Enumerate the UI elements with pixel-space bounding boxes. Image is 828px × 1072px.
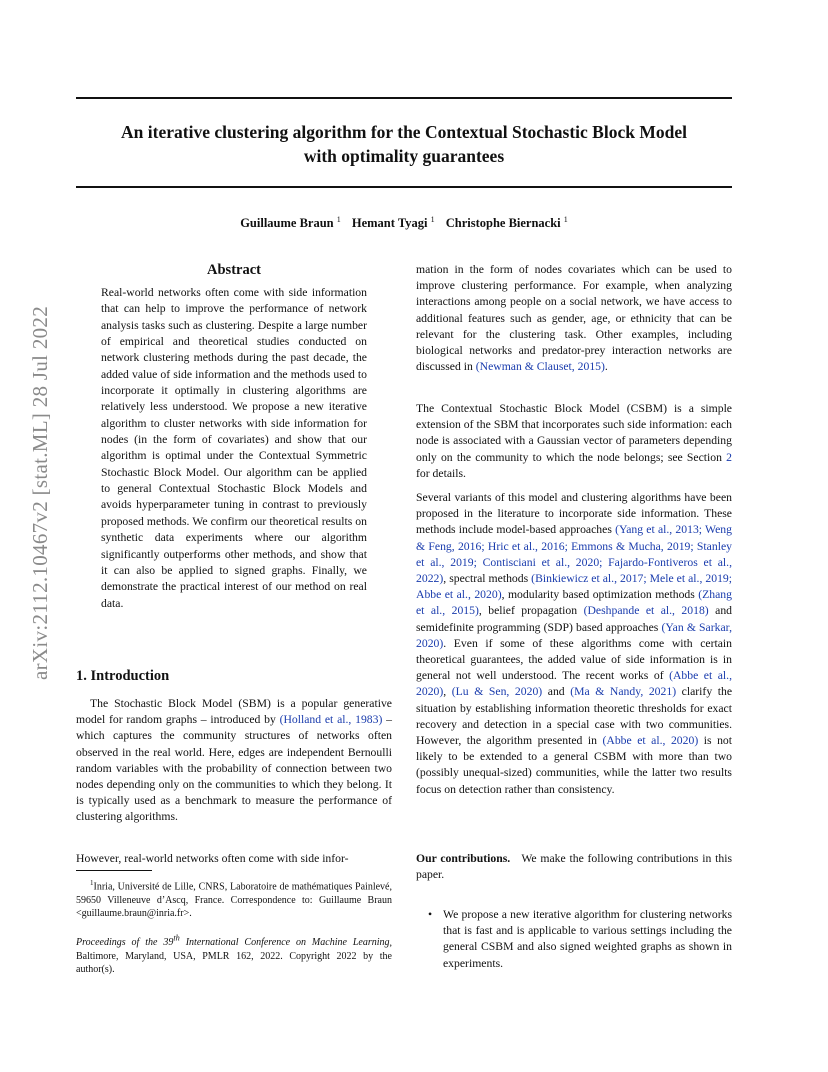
intro-paragraph-1 [76, 696, 392, 826]
body-text: We make the following contributions in this paper. [416, 852, 735, 882]
right-paragraph-2 [416, 401, 732, 482]
body-text: for details. [416, 466, 466, 480]
citation-link[interactable]: (Holland et al., 1983) [279, 713, 383, 727]
body-text: , spectral methods [443, 572, 532, 586]
body-text: . [604, 360, 608, 374]
top-rule [76, 97, 732, 99]
citation-link[interactable]: (Yang et al., 2013; Weng & Feng, 2016; Hric et al., 2016; Emmons & Mucha, 2019; Stanley et al., 2019; Contisciani et al., 2020; Fajardo-Fontiveros et al., 2022) [416, 523, 732, 586]
citation-link[interactable]: (Deshpande et al., 2018) [583, 604, 709, 618]
author-name: Christophe Biernacki [445, 216, 561, 231]
title-line-2: with optimality guarantees [303, 146, 505, 166]
author-name: Hemant Tyagi [351, 216, 428, 231]
body-text: Several variants of this model and clustering algorithms have been proposed in the literature to incorporate side information. These methods include model-based approaches [416, 491, 732, 537]
abstract-heading: Abstract [207, 262, 261, 278]
citation-link[interactable]: (Zhang et al., 2015) [416, 588, 732, 618]
affiliation-mark: 1 [563, 215, 568, 224]
arxiv-stamp: arXiv:2112.10467v2 [stat.ML] 28 Jul 2022 [28, 305, 52, 680]
proceedings-location: , Baltimore, Maryland, USA, PMLR 162, 2022. Copyright 2022 by the author(s). [76, 937, 392, 976]
citation-link[interactable]: (Abbe et al., 2020) [602, 734, 699, 748]
contribution-bullet [428, 907, 732, 972]
proceedings-venue: International Conference on Machine Learning [179, 937, 390, 949]
citation-link[interactable]: (Lu & Sen, 2020) [451, 685, 543, 699]
citation-link[interactable]: (Yan & Sarkar, 2020) [416, 620, 732, 650]
citation-link[interactable]: (Ma & Nandy, 2021) [570, 685, 677, 699]
footnote-text: Inria, Université de Lille, CNRS, Laboratoire de mathématiques Painlevé, 59650 Villeneuve d’Ascq, France. Correspondence to: Guillaume Braun <guillaume.braun@inria.fr>. [76, 881, 392, 920]
title-line-1: An iterative clustering algorithm for the Contextual Stochastic Block Model [121, 122, 687, 142]
body-text: and semidefinite programming (SDP) based approaches [416, 604, 733, 634]
citation-link[interactable]: (Abbe et al., 2020) [416, 669, 732, 699]
intro-text: The Stochastic Block Model (SBM) is a popular generative model for random graphs – introduced by [76, 697, 392, 727]
footnote-rule [76, 870, 152, 871]
paper-title [76, 120, 732, 168]
affiliation-mark: 1 [336, 215, 341, 224]
body-text: , modularity based optimization methods [501, 588, 699, 602]
author-list [76, 215, 732, 231]
proceedings-prefix: Proceedings of the 39 [76, 937, 174, 949]
intro-paragraph-2: However, real-world networks often come with side infor- [76, 852, 349, 865]
body-text: is not likely to be extended to a general CSBM with more than two (possibly unequal-sized) communities, while the latter two results focus on detection rather than consistency. [416, 734, 733, 796]
contributions-heading: Our contributions. [416, 852, 511, 865]
section-link[interactable]: 2 [726, 450, 732, 464]
contributions-paragraph [416, 851, 735, 883]
right-paragraph-3 [416, 490, 732, 798]
proceedings-note [76, 932, 392, 977]
author-name: Guillaume Braun [240, 216, 334, 231]
section-heading-introduction: 1. Introduction [76, 668, 170, 684]
title-bottom-rule [76, 186, 732, 188]
right-paragraph-1 [416, 262, 732, 375]
body-text: . Even if some of these algorithms come with certain theoretical guarantees, the added value of side information is in general not well understood. The recent works of [416, 636, 732, 683]
body-text: The Contextual Stochastic Block Model (CSBM) is a simple extension of the SBM that incorporates such side information: each node is associated with a Gaussian vector of parameters depending only on the community to which the node belongs; see Section [416, 402, 732, 464]
intro-text: – which captures the community structures of networks often observed in the real world. Here, edges are independent Bernoulli random variables with the probability of connection between two nodes depending only on the communities to which they belong. It is typically used as a benchmark to measure the performance of clustering algorithms. [76, 713, 392, 824]
abstract-text: Real-world networks often come with side information that can help to improve the performance of network analysis tasks such as clustering. Despite a large number of empirical and theoretical studies conducted on network clustering methods during the past decade, the added value of side information and the methods used to incorporate it optimally in clustering algorithms are relatively less understood. We propose a new iterative algorithm to cluster networks with side information for nodes (in the form of covariates) and show that our algorithm is optimal under the Contextual Symmetric Stochastic Block Model. Our algorithm can be applied to general Contextual Stochastic Block Models and avoids hyperparameter tuning in contrast to previously proposed methods. We confirm our theoretical results on synthetic data experiments where our algorithm significantly outperforms other methods, and show that it can also be applied to signed graphs. Finally, we demonstrate the practical interest of our method on real data. [101, 286, 367, 610]
body-text: and [542, 685, 571, 699]
body-text: mation in the form of nodes covariates which can be used to improve clustering performance. For example, when analyzing interactions among people on a social network, we have access to additional features such as gender, age, or ethnicity that can be relevant for the clustering task. Other examples, including biological networks and predator-prey interaction networks are discussed in [416, 263, 732, 374]
footnote-affiliation [76, 877, 392, 921]
footnote-mark: 1 [90, 879, 94, 887]
body-text: , belief propagation [478, 604, 584, 618]
proceedings-superscript: th [173, 934, 180, 943]
body-text: , [443, 685, 452, 699]
bullet-text: We propose a new iterative algorithm for clustering networks that is fast and is applicable to various settings including the general CSBM and also signed weighted graphs as shown in experiments. [443, 908, 732, 970]
body-text: clarify the situation by establishing information theoretic thresholds for exact recovery and detection in a special case with two communities. However, the algorithm presented in [416, 685, 733, 748]
bullet-icon: • [428, 908, 433, 921]
affiliation-mark: 1 [430, 215, 435, 224]
citation-link[interactable]: (Binkiewicz et al., 2017; Mele et al., 2019; Abbe et al., 2020) [416, 572, 732, 602]
citation-link[interactable]: (Newman & Clauset, 2015) [475, 360, 605, 374]
